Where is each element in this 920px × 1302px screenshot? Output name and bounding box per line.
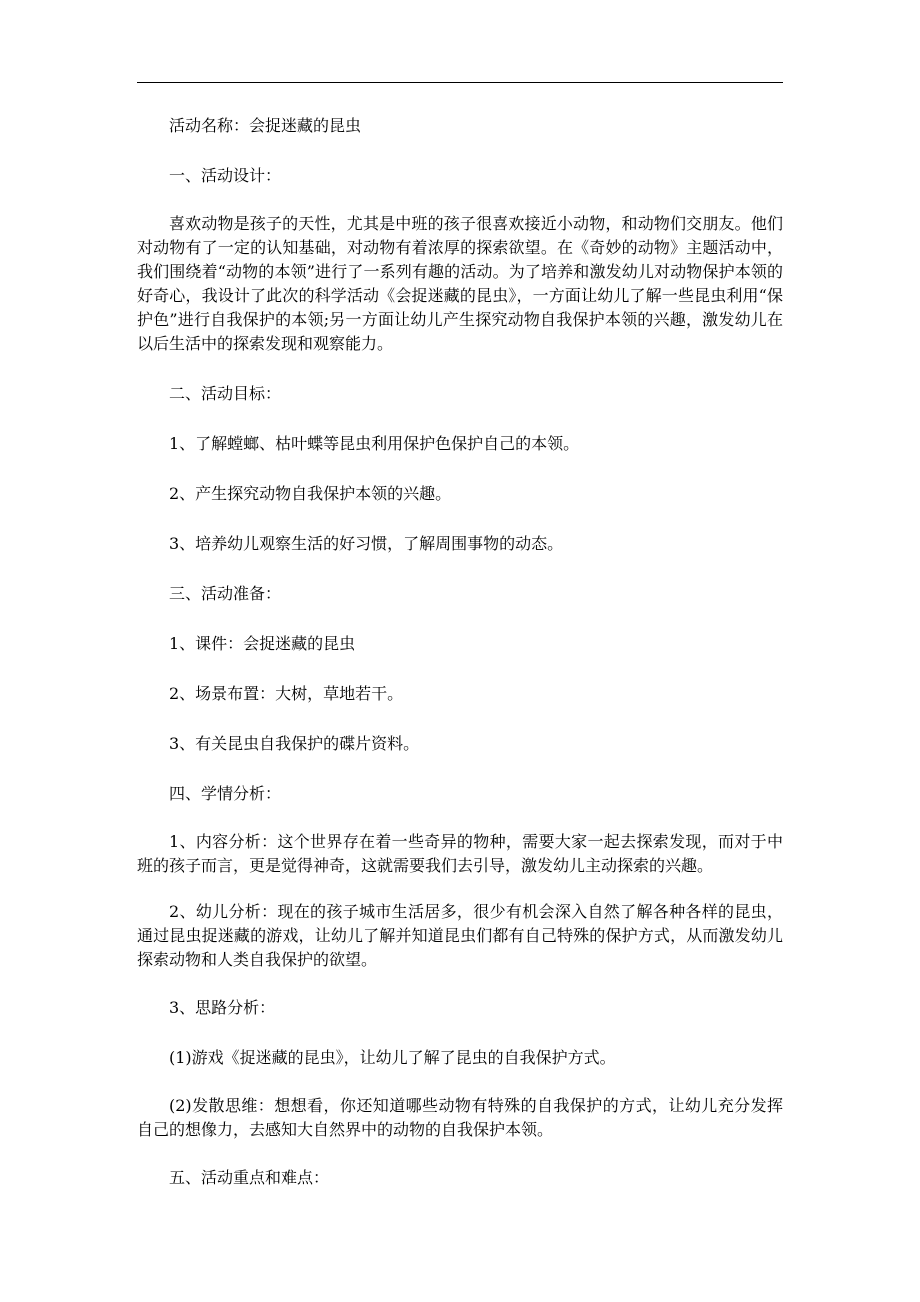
header-rule bbox=[137, 82, 783, 83]
section-heading-analysis: 四、学情分析： bbox=[169, 784, 282, 803]
goal-item: 2、产生探究动物自我保护本领的兴趣。 bbox=[169, 484, 452, 503]
section-heading-key-points: 五、活动重点和难点： bbox=[169, 1168, 330, 1187]
analysis-paragraph: 1、内容分析：这个世界存在着一些奇异的物种，需要大家一起去探索发现，而对于中班的孩子而言，更是觉得神奇，这就需要我们去引导，激发幼儿主动探索的兴趣。 bbox=[137, 832, 783, 875]
prep-item: 2、场景布置：大树，草地若干。 bbox=[169, 684, 404, 703]
goal-item: 1、了解螳螂、枯叶蝶等昆虫利用保护色保护自己的本领。 bbox=[169, 434, 580, 453]
prep-item: 3、有关昆虫自我保护的碟片资料。 bbox=[169, 734, 420, 753]
analysis-point: (2)发散思维：想想看，你还知道哪些动物有特殊的自我保护的方式，让幼儿充分发挥自己的想像力，去感知大自然界中的动物的自我保护本领。 bbox=[137, 1096, 783, 1139]
activity-name: 活动名称：会捉迷藏的昆虫 bbox=[169, 116, 362, 135]
section-heading-goals: 二、活动目标： bbox=[169, 384, 282, 403]
prep-item: 1、课件：会捉迷藏的昆虫 bbox=[169, 634, 356, 653]
design-paragraph: 喜欢动物是孩子的天性，尤其是中班的孩子很喜欢接近小动物，和动物们交朋友。他们对动物有了一定的认知基础，对动物有着浓厚的探索欲望。在《奇妙的动物》主题活动中，我们围绕着“动物的本领”进行了一系列有趣的活动。为了培养和激发幼儿对动物保护本领的好奇心，我设计了此次的科学活动《会捉迷藏的昆虫》，一方面让幼儿了解一些昆虫利用“保护色”进行自我保护的本领;另一方面让幼儿产生探究动物自我保护本领的兴趣，激发幼儿在以后生活中的探索发现和观察能力。 bbox=[137, 214, 783, 353]
analysis-point: (1)游戏《捉迷藏的昆虫》，让幼儿了解了昆虫的自我保护方式。 bbox=[169, 1048, 616, 1067]
document-body bbox=[137, 112, 783, 1214]
goal-item: 3、培养幼儿观察生活的好习惯，了解周围事物的动态。 bbox=[169, 534, 564, 553]
section-heading-preparation: 三、活动准备： bbox=[169, 584, 282, 603]
section-heading-design: 一、活动设计： bbox=[169, 166, 282, 185]
analysis-paragraph: 2、幼儿分析：现在的孩子城市生活居多，很少有机会深入自然了解各种各样的昆虫，通过昆虫捉迷藏的游戏，让幼儿了解并知道昆虫们都有自己特殊的保护方式，从而激发幼儿探索动物和人类自我保护的欲望。 bbox=[137, 902, 783, 969]
analysis-subheading: 3、思路分析： bbox=[169, 998, 276, 1017]
